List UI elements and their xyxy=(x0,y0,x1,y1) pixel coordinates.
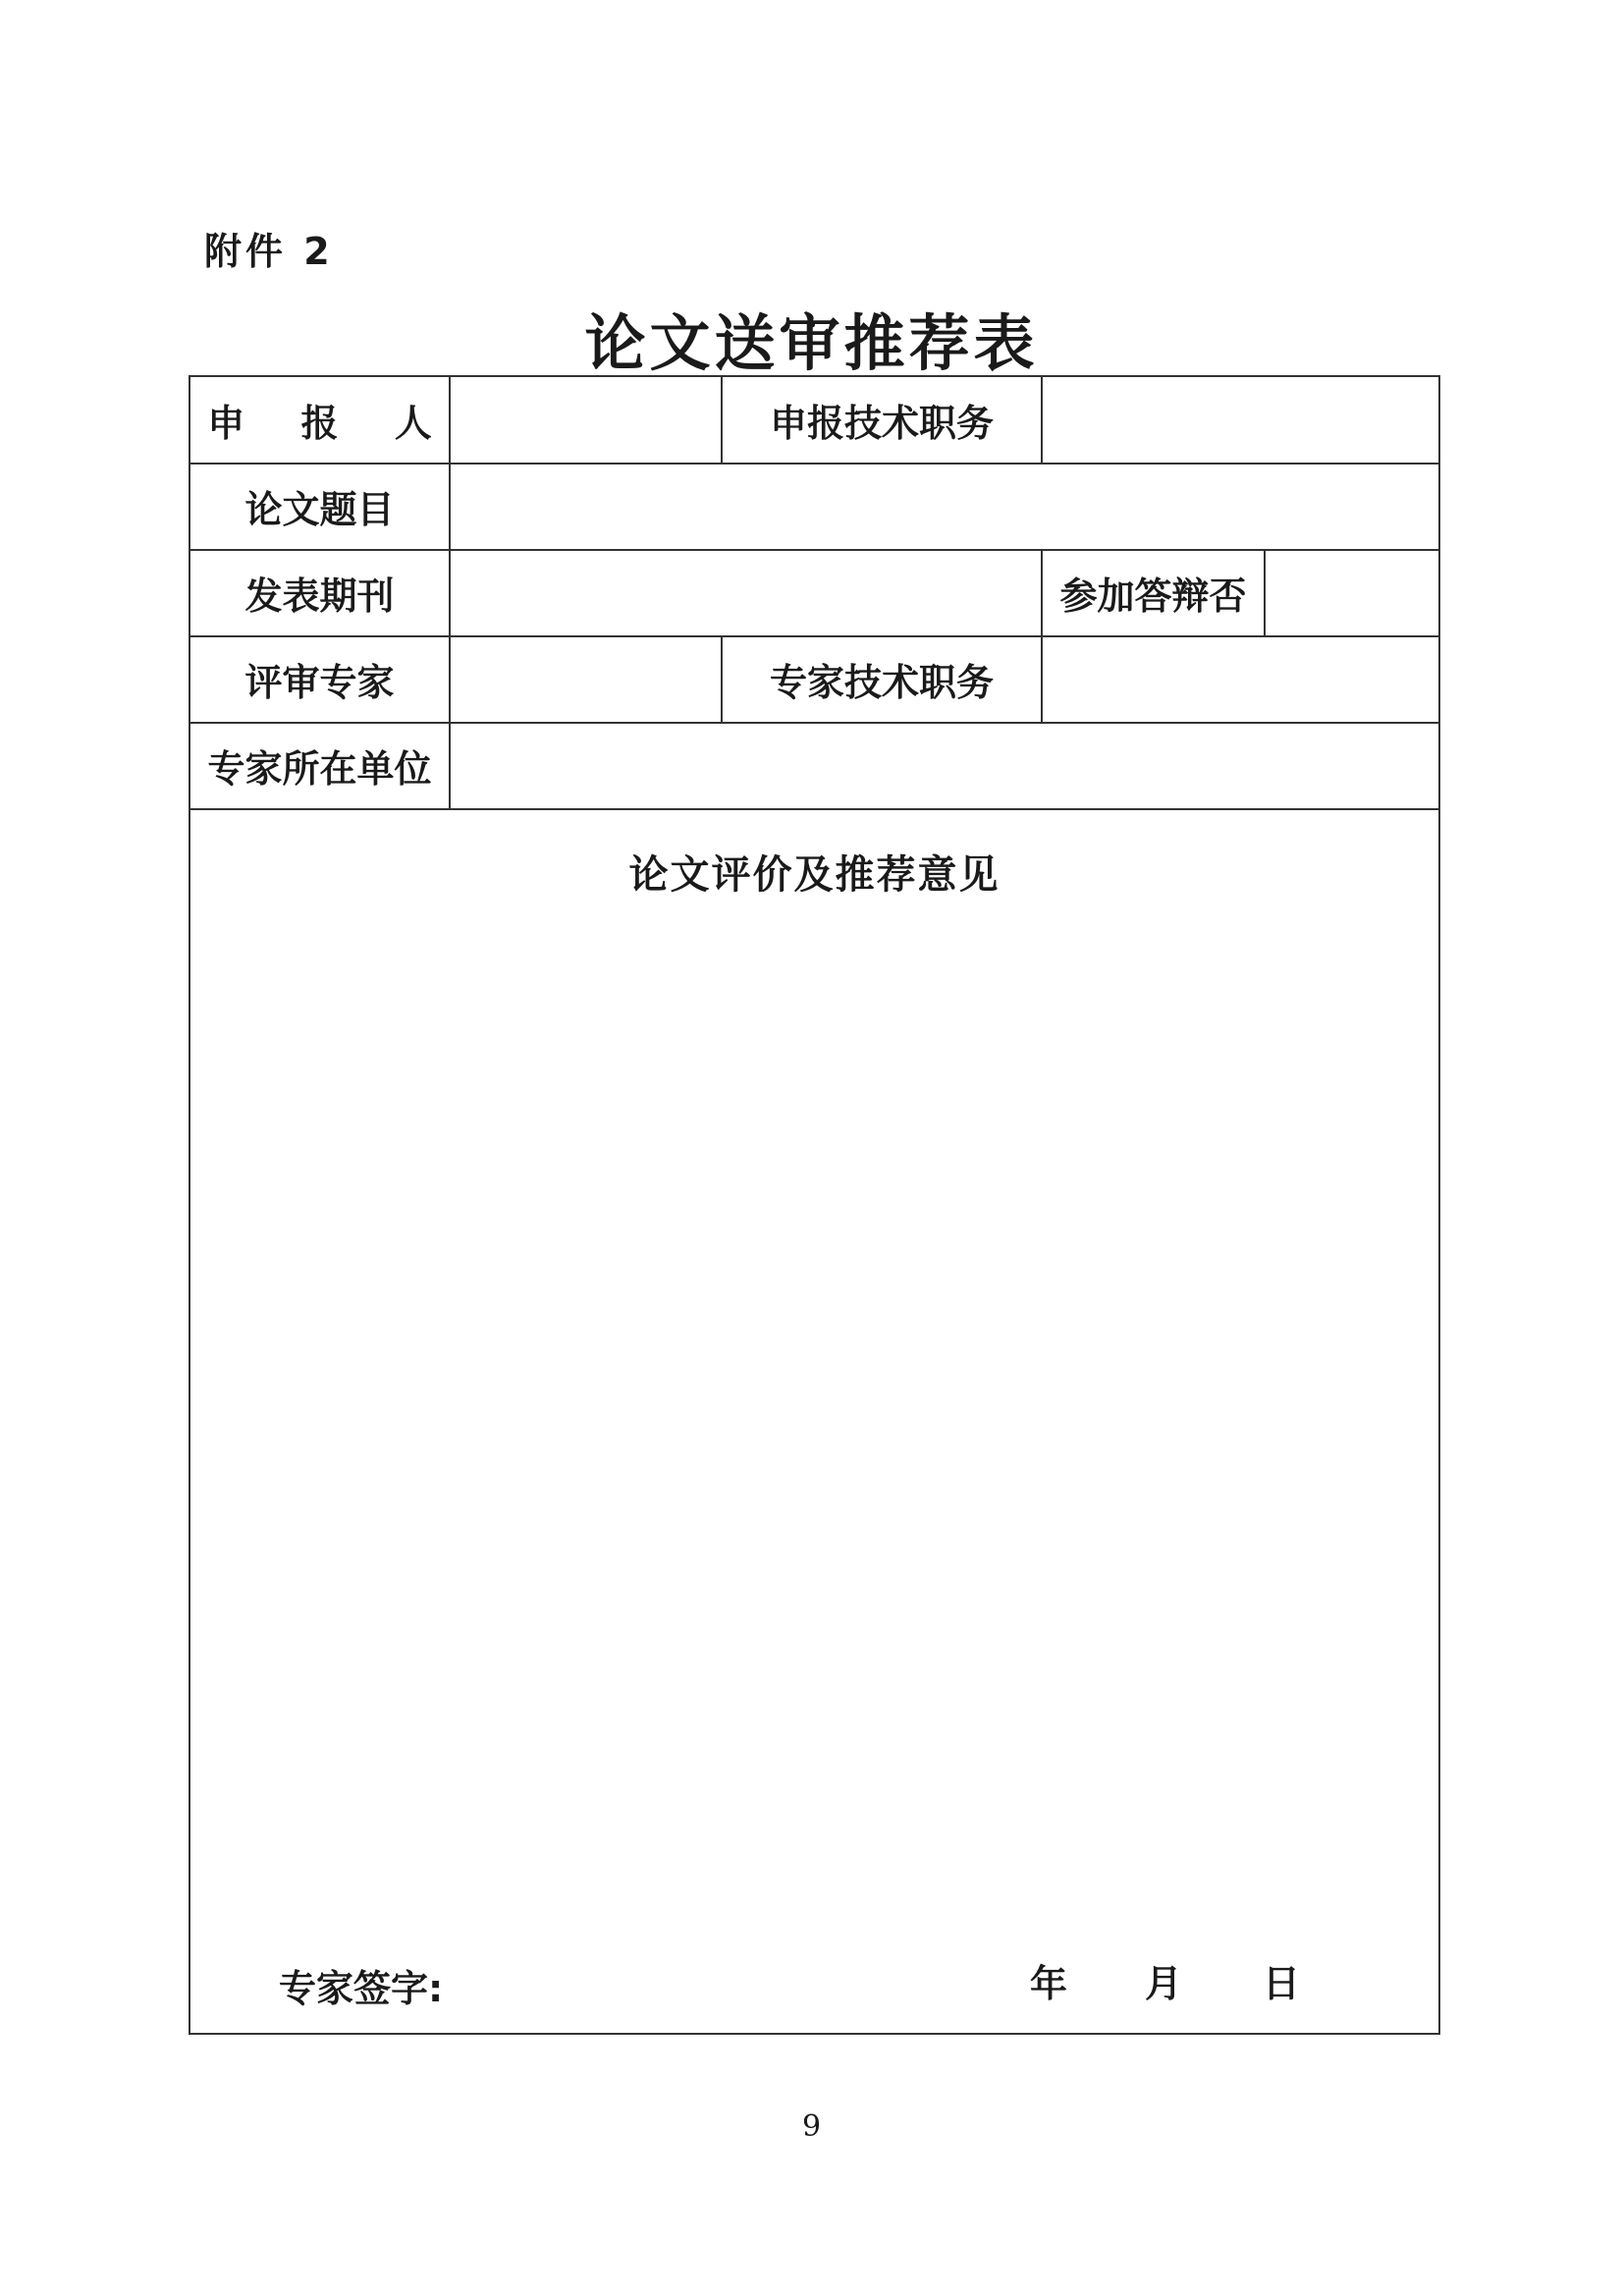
applicant-title-label: 申报技术职务 xyxy=(769,402,994,445)
applicant-label: 申 报 人 xyxy=(207,402,454,445)
expert-title-field[interactable] xyxy=(1043,637,1438,720)
paper-title-field[interactable] xyxy=(451,465,1438,547)
month-label: 月 xyxy=(1145,1962,1183,2005)
expert-label: 评审专家 xyxy=(244,660,395,704)
expert-title-label: 专家技术职务 xyxy=(769,660,994,704)
opinion-heading: 论文评价及推荐意见 xyxy=(628,852,1001,898)
signature-label: 专家签字: xyxy=(279,1967,444,2010)
attachment-label: 附件 2 xyxy=(204,230,334,273)
expert-field[interactable] xyxy=(451,637,719,720)
defense-label: 参加答辩否 xyxy=(1059,574,1247,618)
paper-title-label: 论文题目 xyxy=(244,487,395,531)
year-label: 年 xyxy=(1030,1962,1068,2005)
journal-field[interactable] xyxy=(451,551,1039,633)
recommendation-form xyxy=(189,375,1440,2035)
page-number: 9 xyxy=(801,2109,822,2144)
defense-field[interactable] xyxy=(1266,551,1438,633)
row-divider xyxy=(190,808,1438,810)
day-label: 日 xyxy=(1263,1962,1301,2005)
applicant-field[interactable] xyxy=(451,379,719,461)
journal-label: 发表期刊 xyxy=(244,574,395,618)
document-title: 论文送审推荐表 xyxy=(584,307,1039,379)
expert-unit-label: 专家所在单位 xyxy=(207,746,432,791)
applicant-title-field[interactable] xyxy=(1043,379,1438,461)
opinion-area[interactable] xyxy=(210,912,1418,1934)
expert-unit-field[interactable] xyxy=(451,724,1438,806)
